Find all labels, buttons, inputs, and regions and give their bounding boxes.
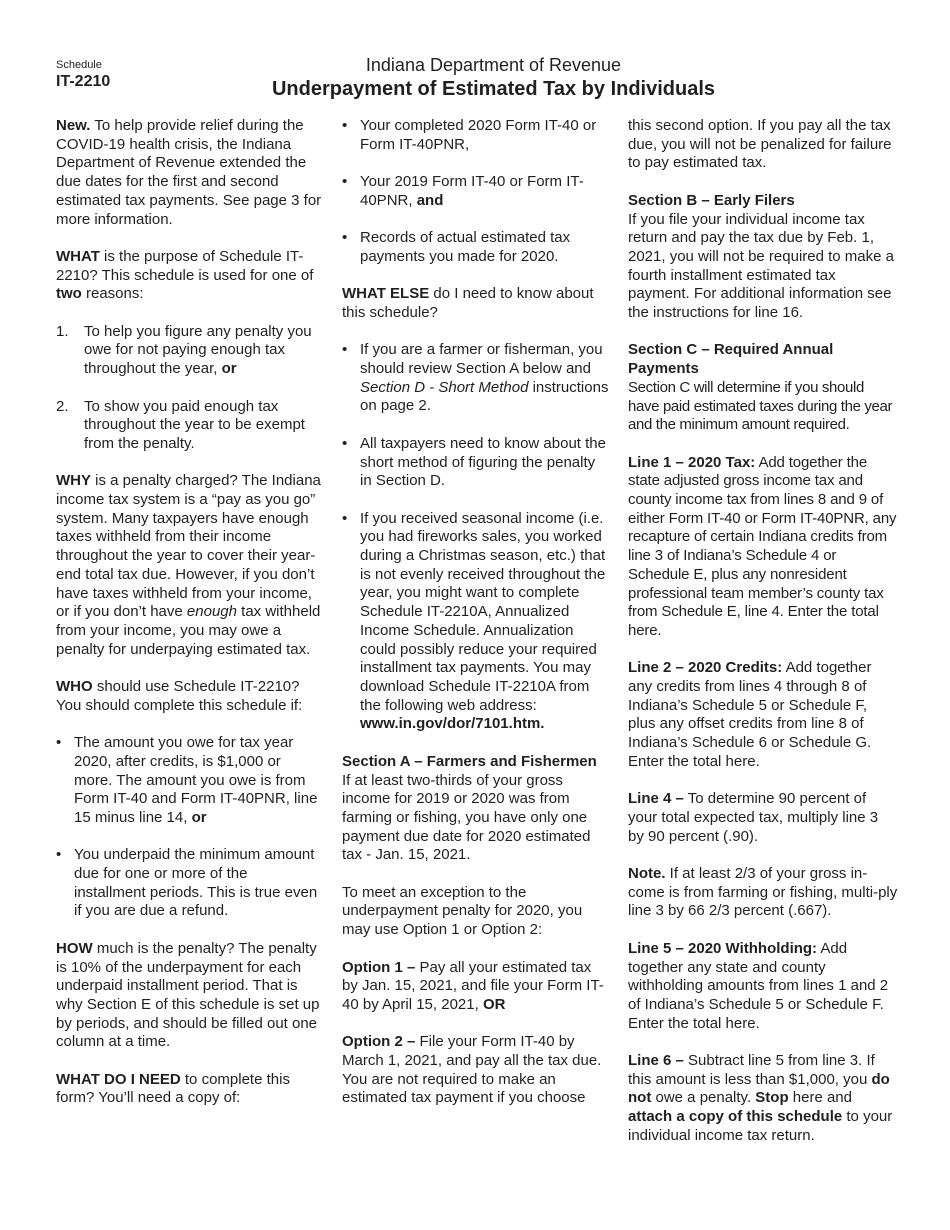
line-5-lead: Line 5 – 2020 Withholding: [628,939,818,957]
what-text-end: reasons: [81,285,144,303]
list-item [342,229,610,266]
option-1-text: Pay all your estimated tax by Jan. 15, 2021, and file your Form IT-40 by April 15, 2021, [342,958,604,1013]
continued-paragraph: this second option. If you pay all the tax due, you will not be penalized for failure to pay estimated tax. [628,117,892,172]
line-5-paragraph [628,940,898,1034]
else-bullet-text: If you are a farmer or fisherman, you should review Section A below and [360,341,603,378]
note-text: If at least 2/3 of your gross in-come is from farming or fishing, multi-ply line 3 by 66 2/3 percent (.667). [628,865,898,920]
need-bullet-text: Your completed 2020 Form IT-40 or Form IT-40PNR, [360,117,597,153]
line-4-text: To determine 90 percent of your total expected tax, multiply line 3 by 90 percent (.90). [628,790,879,845]
else-text: do I need to know about this schedule? [342,285,594,321]
line-6-text-4: to your individual income tax return. [628,1108,893,1144]
line-2-paragraph [628,659,898,771]
line-6-text: Subtract line 5 from line 3. If this amount is less than $1,000, you [628,1052,875,1088]
list-item [342,173,610,210]
who-bullet-or: or [191,808,207,826]
reason-or: or [221,360,237,378]
exception-paragraph: To meet an exception to the underpayment penalty for 2020, you may use Option 1 or Option 2: [342,883,583,939]
reason-number: 1. [56,322,69,340]
who-lead: WHO [56,678,93,696]
why-text: is a penalty charged? The Indiana income tax system is a “pay as you go” system. Many taxpayers have enough taxes withheld from their income throughout the year to cover their year-end total tax due. However, if you don’t have taxes withheld from your income, or if you don’t have [56,472,321,621]
column-3 [628,117,898,1164]
who-paragraph [56,678,322,715]
form-number: IT-2210 [56,73,111,90]
need-bullet-text: Records of actual estimated tax payments you made for 2020. [360,229,571,265]
line-6-lead: Line 6 – [628,1052,684,1070]
option-1-lead: Option 1 – [342,958,416,976]
list-item [342,341,610,416]
reason-text: To show you paid enough tax throughout the year to be exempt from the penalty. [84,397,305,452]
reason-number: 2. [56,397,69,415]
how-paragraph [56,940,322,1052]
new-paragraph [56,117,322,229]
need-bullet-text: Your 2019 Form IT-40 or Form IT-40PNR, [360,173,584,209]
else-paragraph [342,285,610,322]
line-1-lead: Line 1 – 2020 Tax: [628,453,756,471]
why-paragraph [56,472,322,659]
line-6-do-not: do not [628,1070,890,1107]
option-1-paragraph [342,959,610,1015]
who-list [56,734,322,921]
line-4-lead: Line 4 – [628,790,684,808]
note-lead: Note. [628,865,666,883]
need-lead: WHAT DO I NEED [56,1070,181,1088]
line-6-text-2: owe a penalty. [651,1089,756,1107]
option-2-paragraph [342,1033,610,1108]
page-title: Underpayment of Estimated Tax by Individuals [271,78,716,100]
section-b-text: If you file your individual income tax return and pay the tax due by Feb. 1, 2021, you will not be required to make a fourth installment estimated tax payment. For additional information see the instructions for line 16. [628,210,894,322]
download-url: www.in.gov/dor/7101.htm. [360,715,545,733]
section-a-title: Section A – Farmers and Fishermen [342,752,597,770]
need-text: to complete this form? You’ll need a copy of: [56,1070,290,1107]
department-name: Indiana Department of Revenue [365,55,622,75]
what-paragraph [56,248,322,304]
line-6-paragraph [628,1052,898,1146]
section-c [628,341,898,435]
column-1 [56,117,322,1127]
why-text-end: tax withheld from your income, you may owe a penalty for underpaying estimated tax. [56,603,321,658]
option-2-lead: Option 2 – [342,1033,416,1051]
line-6-text-3: here and [788,1089,852,1107]
list-item [342,510,610,734]
list-item [56,398,322,454]
section-a [342,753,610,865]
who-text: should use Schedule IT-2210? You should complete this schedule if: [56,678,303,714]
note-paragraph [628,865,898,921]
list-item [56,846,322,921]
schedule-label: Schedule [56,59,102,71]
else-bullet-text-end: instructions on page 2. [360,378,609,415]
else-bullet-text: All taxpayers need to know about the short method of figuring the penalty in Section D. [360,434,606,490]
section-b-title: Section B – Early Filers [628,191,795,209]
line-6-stop: Stop [755,1089,789,1107]
line-6-attach: attach a copy of this schedule [628,1108,843,1126]
else-lead: WHAT ELSE [342,285,430,303]
else-bullet-text: If you received seasonal income (i.e. you had fireworks sales, you worked during a Christmas season, etc.) that is not evenly received throughout the year, you might want to complete Schedule IT-2210A, Annualized Income Schedule. Annualization could possibly reduce your required installment tax payments. You may download Schedule IT-2210A from the following web address: [360,509,606,714]
else-list [342,341,610,734]
reason-text: To help you figure any penalty you owe for not paying enough tax throughout the year, [84,322,312,378]
list-item [342,435,610,491]
how-text: much is the penalty? The penalty is 10% of the underpayment for each underpaid installment period. That is why Section E of this schedule is set up by periods, and should be filled out one column at a time. [56,939,320,1051]
option-2-text: File your Form IT-40 by March 1, 2021, and pay all the tax due. You are not required to make an estimated tax payment if you choose [342,1033,602,1107]
new-lead: New. [56,117,91,134]
line-5-text: Add together any state and county withholding amounts from lines 1 and 2 of Indiana’s Schedule 5 or Schedule F. Enter the total here. [628,939,889,1032]
need-bullet-and: and [416,191,444,209]
option-1-or: OR [482,995,506,1013]
line-1-paragraph [628,454,898,641]
else-bullet-emphasis: Section D - Short Method [360,378,529,396]
who-bullet-text: You underpaid the minimum amount due for one or more of the installment periods. This is true even if you are due a refund. [74,846,318,920]
line-1-text: Add together the state adjusted gross income tax and county income tax from lines 8 and 9 of either Form IT-40 or Form IT-40PNR, any recapture of certain Indiana credits from line 3 of Indiana’s Schedule 4 or Schedule E, plus any nonresident professional team member’s county tax from Schedule E, line 4. Enter the total here. [628,453,897,639]
new-text: To help provide relief during the COVID-19 health crisis, the Indiana Department of Revenue extended the due dates for the first and second estimated tax payments. See page 3 for more information. [56,117,322,228]
line-4-paragraph [628,790,898,846]
section-b [628,192,898,323]
why-emphasis: enough [186,603,237,621]
section-c-title: Section C – Required Annual Payments [628,341,834,378]
list-item [342,117,610,154]
section-c-text: Section C will determine if you should have paid estimated taxes during the year and the minimum amount required. [628,378,893,434]
list-item [56,734,322,828]
line-2-text: Add together any credits from lines 4 through 8 of Indiana’s Schedule 5 or Schedule F, plus any offset credits from line 8 of Indiana’s Schedule 6 or Schedule G. Enter the total here. [628,659,872,770]
what-text: is the purpose of Schedule IT-2210? This schedule is used for one of [56,247,314,284]
need-paragraph [56,1071,322,1108]
line-2-lead: Line 2 – 2020 Credits: [628,659,783,677]
need-list [342,117,610,267]
why-lead: WHY [56,472,91,490]
who-bullet-text: The amount you owe for tax year 2020, after credits, is $1,000 or more. The amount you owe is from Form IT-40 and Form IT-40PNR, line 15 minus line 14, [74,734,318,826]
reasons-list [56,323,322,454]
how-lead: HOW [56,939,93,957]
what-lead: WHAT [56,247,100,265]
what-bold: two [56,285,82,303]
section-a-text: If at least two-thirds of your gross income for 2019 or 2020 was from farming or fishing, you have only one payment due date for 2020 estimated tax - Jan. 15, 2021. [342,771,591,864]
list-item [56,323,322,379]
column-2 [342,117,610,1127]
